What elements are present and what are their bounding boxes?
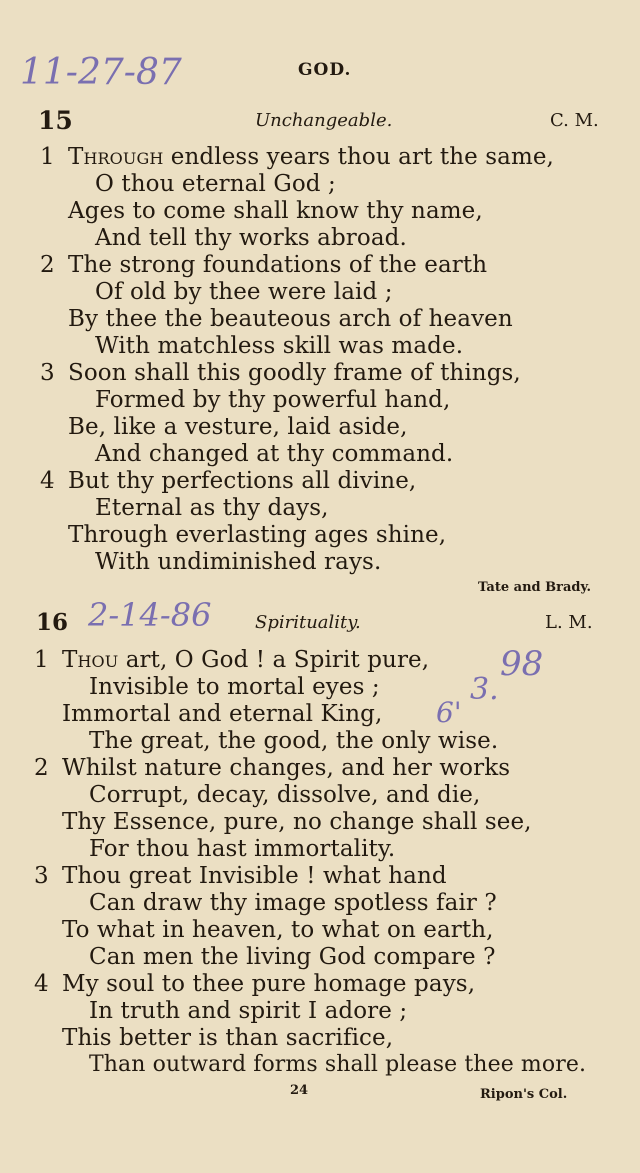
verse-line: The great, the good, the only wise. bbox=[89, 728, 499, 754]
verse-line: Thou great Invisible ! what hand bbox=[62, 863, 447, 889]
verse-line: O thou eternal God ; bbox=[95, 171, 336, 197]
hymn-15-attribution: Tate and Brady. bbox=[478, 580, 592, 595]
verse-line: In truth and spirit I adore ; bbox=[89, 998, 408, 1024]
handwritten-margin-note: 98 bbox=[500, 644, 544, 684]
page-number: 24 bbox=[290, 1083, 309, 1098]
verse-line: My soul to thee pure homage pays, bbox=[62, 971, 476, 997]
stanza-number: 1 bbox=[40, 144, 55, 170]
verse-line: With undiminished rays. bbox=[95, 549, 382, 575]
stanza-number: 4 bbox=[34, 971, 49, 997]
verse-line: To what in heaven, to what on earth, bbox=[62, 917, 494, 943]
verse-line: With matchless skill was made. bbox=[95, 333, 464, 359]
running-head: GOD. bbox=[298, 60, 352, 80]
verse-line: For thou hast immortality. bbox=[89, 836, 396, 862]
hymn-15-meter: C. M. bbox=[550, 110, 599, 131]
verse-line: Through everlasting ages shine, bbox=[68, 522, 447, 548]
verse-line: This better is than sacrifice, bbox=[62, 1025, 394, 1051]
hymn-16-number: 16 bbox=[36, 609, 69, 636]
verse-line: Immortal and eternal King, bbox=[62, 701, 383, 727]
verse-line: Corrupt, decay, dissolve, and die, bbox=[89, 782, 481, 808]
verse-line: By thee the beauteous arch of heaven bbox=[68, 306, 513, 332]
hymn-15-title: Unchangeable. bbox=[255, 110, 393, 131]
verse-line: Can men the living God compare ? bbox=[89, 944, 496, 970]
handwritten-date-top: 11-27-87 bbox=[20, 52, 182, 93]
verse-line: And tell thy works abroad. bbox=[95, 225, 407, 251]
verse-line: Soon shall this goodly frame of things, bbox=[68, 360, 521, 386]
verse-line: Thy Essence, pure, no change shall see, bbox=[62, 809, 532, 835]
handwritten-margin-note: 3. bbox=[470, 672, 499, 707]
stanza-number: 1 bbox=[34, 647, 49, 673]
first-word: Through bbox=[68, 144, 164, 170]
verse-line: And changed at thy command. bbox=[95, 441, 454, 467]
hymn-15-number: 15 bbox=[38, 106, 73, 135]
verse-line: Formed by thy powerful hand, bbox=[95, 387, 451, 413]
handwritten-date-hymn-16: 2-14-86 bbox=[88, 596, 212, 634]
stanza-number: 3 bbox=[34, 863, 49, 889]
stanza-number: 4 bbox=[40, 468, 55, 494]
hymn-16-title: Spirituality. bbox=[255, 612, 361, 633]
hymn-16-attribution: Ripon's Col. bbox=[480, 1087, 568, 1102]
verse-line bbox=[62, 647, 429, 673]
verse-line: Invisible to mortal eyes ; bbox=[89, 674, 380, 700]
verse-line: Ages to come shall know thy name, bbox=[68, 198, 483, 224]
verse-line: Than outward forms shall please thee more. bbox=[89, 1052, 587, 1077]
stanza-number: 2 bbox=[34, 755, 49, 781]
handwritten-margin-note: 6' bbox=[436, 696, 462, 729]
verse-line bbox=[68, 144, 554, 170]
stanza-number: 3 bbox=[40, 360, 55, 386]
hymn-16-meter: L. M. bbox=[545, 612, 593, 633]
verse-line: Be, like a vesture, laid aside, bbox=[68, 414, 408, 440]
verse-line: Of old by thee were laid ; bbox=[95, 279, 393, 305]
stanza-number: 2 bbox=[40, 252, 55, 278]
verse-text: endless years thou art the same, bbox=[163, 144, 554, 170]
first-word: Thou bbox=[62, 647, 119, 673]
verse-line: But thy perfections all divine, bbox=[68, 468, 417, 494]
verse-line: Eternal as thy days, bbox=[95, 495, 329, 521]
verse-line: Can draw thy image spotless fair ? bbox=[89, 890, 497, 916]
verse-text: art, O God ! a Spirit pure, bbox=[118, 647, 430, 673]
verse-line: Whilst nature changes, and her works bbox=[62, 755, 511, 781]
verse-line: The strong foundations of the earth bbox=[68, 252, 488, 278]
